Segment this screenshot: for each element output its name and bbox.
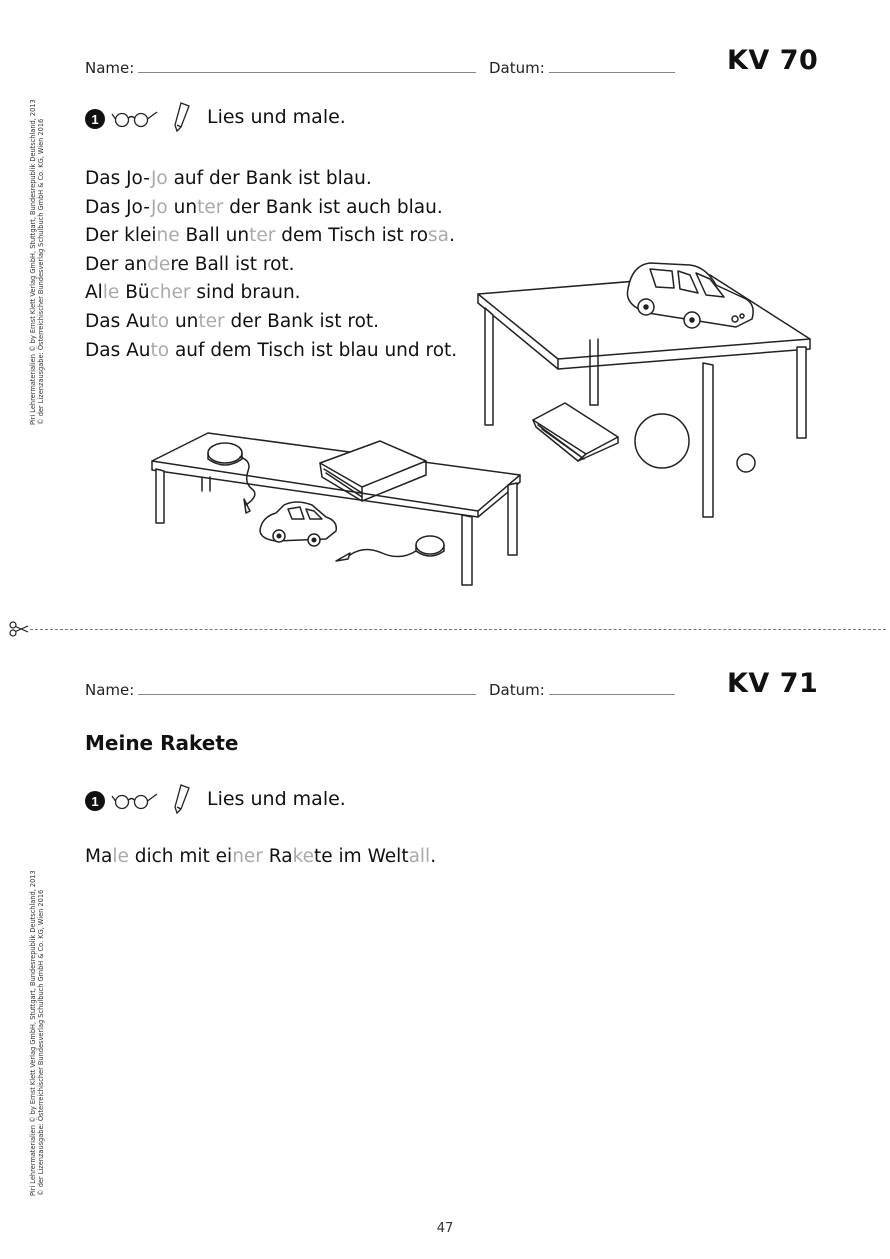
date-label: Datum: xyxy=(489,59,545,77)
worksheet-title: Meine Rakete xyxy=(85,731,239,755)
syllable-dark: der Bank ist auch blau. xyxy=(223,196,443,218)
car-on-floor xyxy=(260,502,336,546)
syllable-gray: ke xyxy=(292,846,315,867)
task-row xyxy=(85,103,385,135)
cut-line xyxy=(30,629,886,630)
worksheet-code: KV 70 xyxy=(727,45,819,76)
task-number-badge-2 xyxy=(85,791,105,811)
syllable-dark: Das Au xyxy=(85,310,151,332)
syllable-gray: ter xyxy=(198,310,225,332)
glasses-icon xyxy=(112,112,157,127)
syllable-dark: un xyxy=(167,196,198,218)
syllable-dark: . xyxy=(430,846,437,867)
syllable-dark: Bü xyxy=(119,282,150,304)
syllable-dark: dem Tisch ist ro xyxy=(275,225,429,247)
name-label: Name: xyxy=(85,59,135,77)
task-row-2 xyxy=(85,785,385,817)
syllable-gray: to xyxy=(150,339,170,361)
rocket-sentence xyxy=(85,846,436,867)
copyright-note-bottom xyxy=(29,870,45,1196)
syllable-dark: auf der Bank ist blau. xyxy=(167,168,372,189)
syllable-dark: sind braun. xyxy=(190,282,301,304)
copyright-line-2b: © der Lizenzausgabe: Österreichischer Bundesverlag Schulbuch GmbH & Co. KG, Wien 2016 xyxy=(37,889,45,1196)
glasses-icon xyxy=(112,794,157,809)
task-number-badge xyxy=(85,109,105,129)
syllable-dark: Der klei xyxy=(85,225,157,247)
book-on-floor xyxy=(533,403,618,461)
syllable-dark: re Ball ist rot. xyxy=(170,253,295,275)
syllable-dark: te im Welt xyxy=(314,846,409,867)
copyright-line-1b: Piri Lehrermaterialien © by Ernst Klett Verlag GmbH, Stuttgart, Bundesrepublik Deutschland, 2013 xyxy=(29,870,37,1196)
syllable-gray: all xyxy=(408,846,431,867)
name-line-2[interactable] xyxy=(138,694,476,695)
syllable-dark: auf dem Tisch ist blau und rot. xyxy=(169,339,458,361)
scissors-icon xyxy=(8,620,30,638)
syllable-gray: Jo xyxy=(150,196,168,218)
date-line[interactable] xyxy=(549,72,675,73)
syllable-dark: Ball un xyxy=(179,225,250,247)
small-ball xyxy=(737,454,755,472)
big-ball xyxy=(635,414,689,468)
task-number-2: 1 xyxy=(91,794,99,809)
syllable-gray: ter xyxy=(197,196,224,218)
syllable-dark: Der an xyxy=(85,253,148,275)
task-number: 1 xyxy=(91,112,99,127)
syllable-dark: dich mit ei xyxy=(128,846,233,867)
pencil-icon xyxy=(175,785,189,813)
illustration xyxy=(150,255,820,590)
worksheet-code-2: KV 71 xyxy=(727,668,819,699)
syllable-gray: to xyxy=(150,310,170,332)
copyright-line-2: © der Lizenzausgabe: Österreichischer Bundesverlag Schulbuch GmbH & Co. KG, Wien 2016 xyxy=(37,118,45,425)
sentence xyxy=(85,165,457,194)
syllable-dark: Ma xyxy=(85,846,113,867)
syllable-gray: de xyxy=(147,253,171,275)
syllable-gray: le xyxy=(112,846,129,867)
bench xyxy=(152,433,520,585)
task-icons xyxy=(85,103,215,135)
date-line-2[interactable] xyxy=(549,694,675,695)
name-line[interactable] xyxy=(138,72,476,73)
pencil-icon xyxy=(175,103,189,131)
syllable-gray: ter xyxy=(249,225,276,247)
sentence xyxy=(85,194,457,223)
syllable-dark: un xyxy=(169,310,199,332)
date-label-2: Datum: xyxy=(489,681,545,699)
syllable-gray: ne xyxy=(156,225,180,247)
syllable-dark: Das Au xyxy=(85,339,151,361)
task-text: Lies und male. xyxy=(207,106,346,128)
name-label-2: Name: xyxy=(85,681,135,699)
syllable-gray: sa xyxy=(428,225,449,247)
syllable-gray: Jo xyxy=(150,168,168,189)
page-number: 47 xyxy=(436,1221,454,1236)
syllable-gray: le xyxy=(102,282,120,304)
syllable-dark: . xyxy=(449,225,455,247)
syllable-dark: Das Jo- xyxy=(85,168,151,189)
task-icons-2 xyxy=(85,785,215,817)
task-text-2: Lies und male. xyxy=(207,788,346,810)
copyright-line-1: Piri Lehrermaterialien © by Ernst Klett Verlag GmbH, Stuttgart, Bundesrepublik Deutschland, 2013 xyxy=(29,99,37,425)
syllable-dark: der Bank ist rot. xyxy=(224,310,380,332)
copyright-note-top xyxy=(29,99,45,425)
syllable-dark: Al xyxy=(85,282,103,304)
sentence xyxy=(85,222,457,251)
syllable-dark: Ra xyxy=(262,846,293,867)
yoyo-on-floor xyxy=(336,536,444,561)
syllable-dark: Das Jo- xyxy=(85,196,151,218)
syllable-gray: ner xyxy=(232,846,263,867)
syllable-gray: cher xyxy=(149,282,191,304)
